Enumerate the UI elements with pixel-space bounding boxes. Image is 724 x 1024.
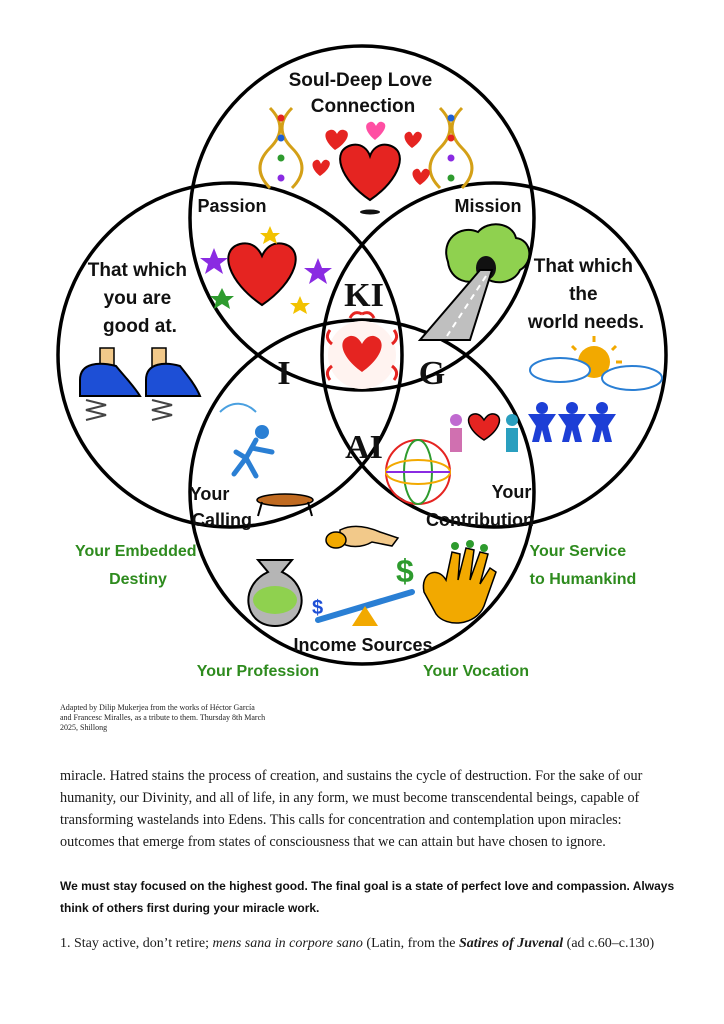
list-item-middle: (Latin, from the — [362, 936, 459, 951]
credit-line1: Adapted by Dilip Mukerjea from the works of Héctor García — [60, 703, 255, 712]
left-label-line2: you are — [103, 288, 172, 309]
letter-i: I — [277, 355, 291, 392]
svg-text:Your Calling — [190, 484, 252, 530]
passion-heart-icon — [200, 226, 332, 314]
list-item-prefix: 1. Stay active, don’t retire; — [60, 936, 213, 951]
people-icon — [528, 402, 616, 442]
passion-label: Passion — [197, 196, 267, 216]
letters-ki: KI — [344, 277, 384, 314]
work-title: Satires of Juvenal — [458, 936, 564, 951]
dna-right-icon — [430, 108, 472, 188]
bold-paragraph: We must stay focused on the highest good. The final goal is a state of perfect love and compassion. Always think of others first during your miracle work. — [60, 879, 675, 915]
svg-text:$: $ — [312, 597, 324, 619]
credit-note — [60, 703, 300, 733]
svg-text:Soul-Deep Love Connection — [289, 70, 438, 117]
service-label-line2: to Humankind — [529, 571, 637, 588]
svg-text:Your Embedded Destiny — [75, 543, 201, 588]
money-bag-icon — [248, 560, 301, 626]
list-item-1 — [60, 933, 700, 955]
contribution-label-line1: Your — [491, 482, 532, 502]
top-label-line2: Connection — [310, 96, 416, 117]
globe-hands-icon — [386, 440, 450, 504]
svg-text:Your Service to Humankind — [529, 543, 636, 588]
mission-label: Mission — [454, 196, 522, 216]
svg-text:$: $ — [396, 553, 414, 589]
body-paragraph: miracle. Hatred stains the process of creation, and sustains the cycle of destruction. For the sake of our humanity, our Divinity, and all of life, in any form, we must become transcendental beings, capable of transforming wastelands into Edens. This calls for concentration and contemplation upon miracles: outcomes that emerge from states of consciousness that we can attain but have chosen to ignore. — [60, 768, 643, 850]
right-label-line3: world needs. — [527, 312, 645, 333]
dna-left-icon — [260, 108, 302, 188]
svg-text:That which the world n — [527, 256, 644, 333]
latin-phrase: mens sana in corpore sano — [212, 936, 363, 951]
right-label-line2: the — [569, 284, 598, 305]
svg-text:That which you are goo — [88, 260, 193, 337]
sun-clouds-icon — [530, 336, 662, 390]
destiny-label-line1: Your Embedded — [75, 543, 197, 560]
left-label-line1: That which — [87, 260, 187, 281]
giving-heart-icon — [450, 414, 518, 452]
right-label-line1: That which — [533, 256, 633, 277]
profession-label: Your Profession — [196, 663, 320, 680]
hearts-cluster-icon — [313, 122, 430, 215]
letters-ai: AI — [345, 429, 383, 466]
vocation-label: Your Vocation — [422, 663, 530, 680]
spring-shoes-icon — [80, 348, 200, 420]
bottom-label: Income Sources — [293, 635, 433, 655]
credit-line3: 2025, Shillong — [60, 723, 108, 732]
top-label-line1: Soul-Deep Love — [288, 70, 433, 91]
seesaw-dollar-icon — [312, 553, 414, 626]
coin-hand-icon — [326, 526, 398, 548]
left-label-line3: good at. — [103, 316, 177, 337]
brain-road-icon — [420, 224, 529, 340]
svg-text:Your Contribution — [426, 482, 536, 530]
center-heart-flower-icon — [327, 313, 396, 389]
service-label-line1: Your Service — [529, 543, 627, 560]
letter-g: G — [418, 355, 446, 392]
list-item-suffix: (ad c.60–c.130) — [563, 936, 655, 951]
calling-label-line2: Calling — [191, 510, 253, 530]
contribution-label-line2: Contribution — [426, 510, 534, 530]
calling-label-line1: Your — [189, 484, 230, 504]
destiny-label-line2: Destiny — [109, 571, 167, 588]
credit-line2: and Francesc Miralles, as a tribute to them. Thursday 8th March — [60, 713, 266, 722]
